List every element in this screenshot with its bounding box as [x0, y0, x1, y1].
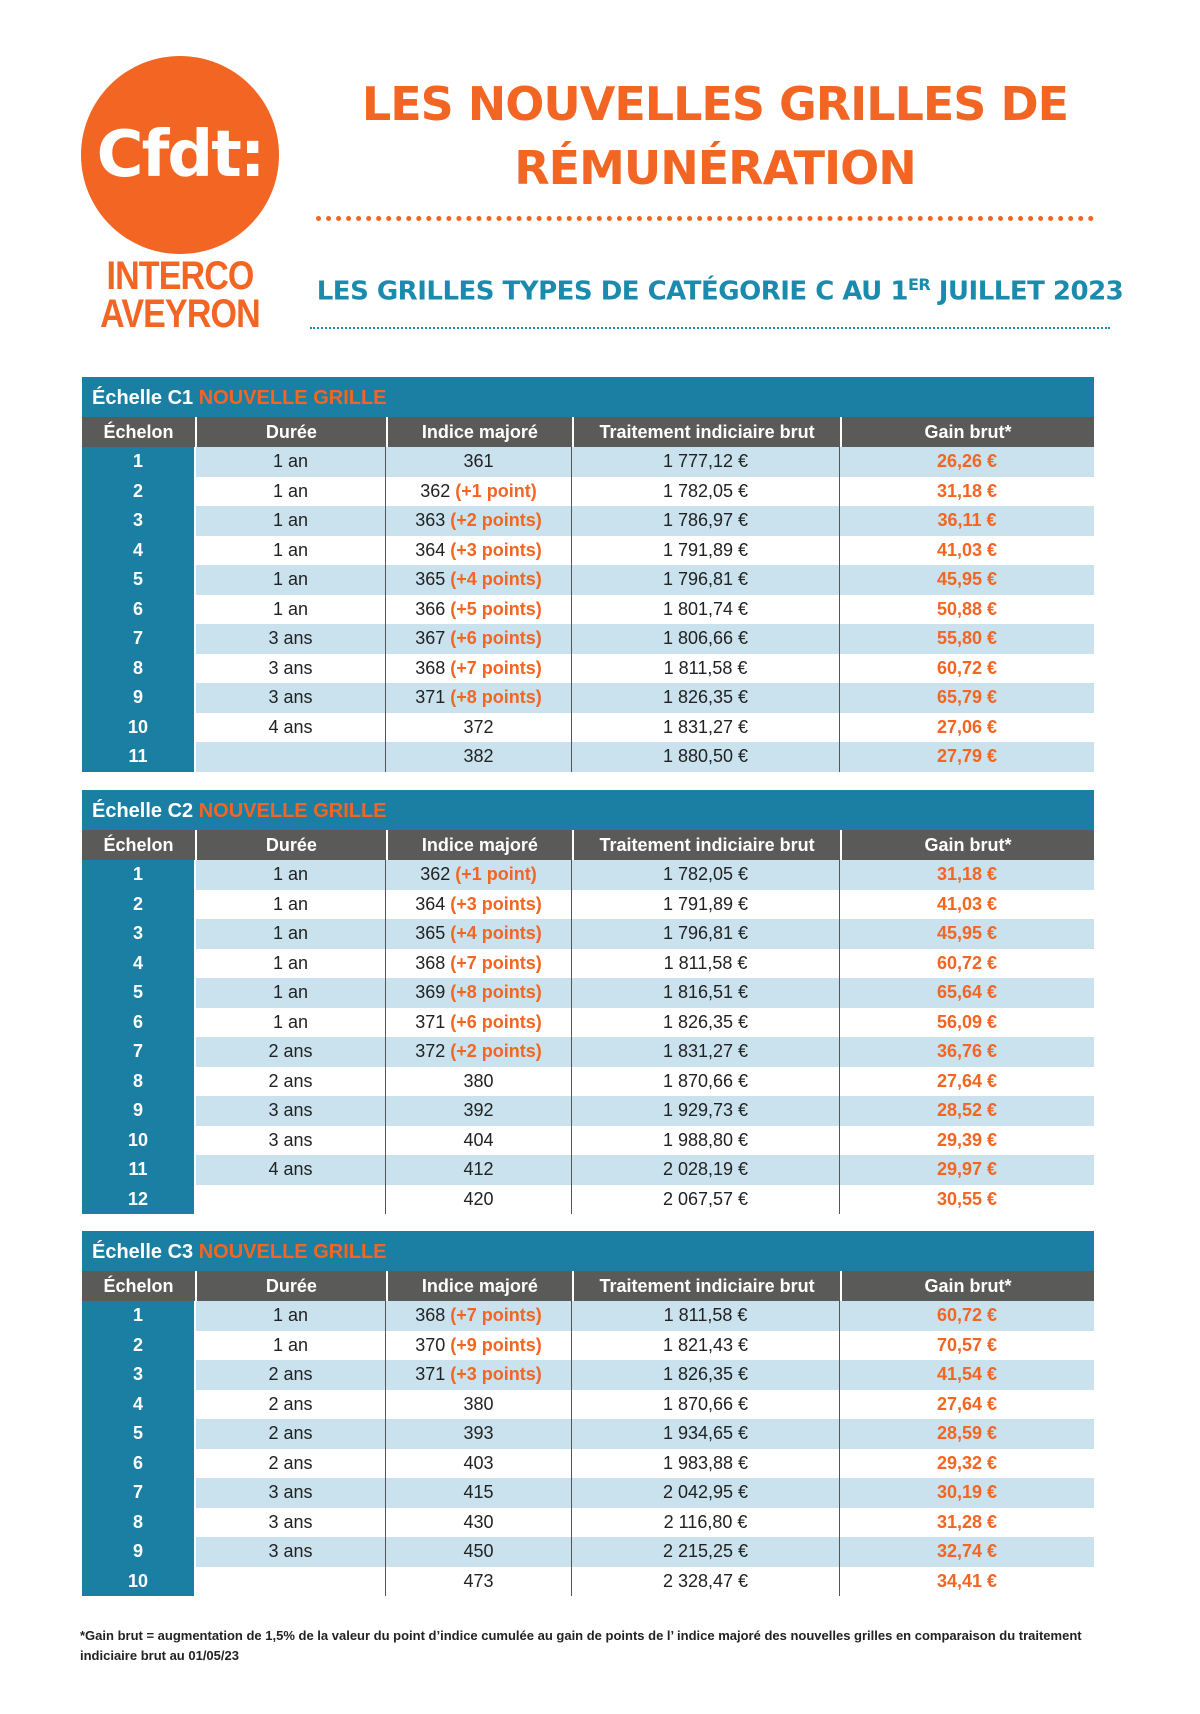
indice-value: 412 — [463, 1159, 494, 1180]
indice-value: 362 — [420, 480, 451, 501]
cell-traitement: 1 806,66 € — [572, 624, 840, 654]
cell-indice — [386, 1301, 572, 1331]
grid-name: Échelle C3 — [92, 1241, 194, 1263]
indice-value: 371 — [415, 1364, 446, 1385]
page-title-line-1: LES NOUVELLES GRILLES DE — [361, 77, 1069, 131]
cell-gain: 30,19 € — [936, 1482, 998, 1503]
cell-traitement: 1 870,66 € — [572, 1067, 840, 1097]
cell-indice — [386, 683, 572, 713]
indice-value: 371 — [415, 1011, 446, 1032]
cell-duree: 1 an — [196, 890, 386, 920]
table-row — [82, 1331, 1094, 1361]
cell-duree: 3 ans — [196, 1126, 386, 1156]
points-gain: (+7 points) — [450, 657, 542, 678]
points-gain: (+6 points) — [450, 628, 542, 649]
cell-indice — [386, 1096, 572, 1126]
table-row — [82, 1537, 1094, 1567]
cell-gain: 28,52 € — [936, 1100, 998, 1121]
cell-gain: 27,64 € — [936, 1393, 998, 1414]
grid-tag: NOUVELLE GRILLE — [198, 1241, 387, 1263]
cell-indice — [386, 949, 572, 979]
table-row — [82, 949, 1094, 979]
indice-value: 367 — [415, 628, 446, 649]
points-gain: (+1 point) — [455, 864, 537, 885]
indice-value: 371 — [415, 687, 446, 708]
cell-duree: 4 ans — [196, 713, 386, 743]
cell-gain: 70,57 € — [936, 1334, 998, 1355]
cell-traitement: 1 826,35 € — [572, 1360, 840, 1390]
header-echelon: Échelon — [82, 1271, 197, 1301]
cell-traitement: 1 831,27 € — [572, 1037, 840, 1067]
table-row — [82, 1419, 1094, 1449]
cell-indice — [386, 1390, 572, 1420]
cell-indice — [386, 1185, 572, 1215]
orange-dotted-divider — [316, 216, 1094, 221]
indice-value: 450 — [463, 1541, 494, 1562]
cell-echelon: 4 — [82, 949, 196, 979]
points-gain: (+6 points) — [450, 1011, 542, 1032]
table-row — [82, 565, 1094, 595]
header-duree: Durée — [197, 1271, 388, 1301]
table-row — [82, 1126, 1094, 1156]
table-row — [82, 624, 1094, 654]
table-row — [82, 595, 1094, 625]
cell-traitement: 1 816,51 € — [572, 978, 840, 1008]
table-row — [82, 506, 1094, 536]
cell-duree: 1 an — [196, 919, 386, 949]
blue-dotted-divider — [310, 327, 1110, 329]
cell-echelon: 5 — [82, 1419, 196, 1449]
cell-echelon: 11 — [82, 742, 196, 772]
indice-value: 361 — [463, 451, 494, 472]
table-row — [82, 978, 1094, 1008]
cell-echelon: 5 — [82, 978, 196, 1008]
cell-duree — [196, 1567, 386, 1597]
cell-duree: 1 an — [196, 595, 386, 625]
header-gain: Gain brut* — [924, 834, 1012, 855]
points-gain: (+7 points) — [450, 1305, 542, 1326]
points-gain: (+4 points) — [450, 569, 542, 590]
cell-traitement: 2 028,19 € — [572, 1155, 840, 1185]
header-duree: Durée — [197, 830, 388, 860]
indice-value: 372 — [463, 716, 494, 737]
logo-text: Cfdt: — [96, 118, 264, 192]
org-line-1: INTERCO — [106, 254, 254, 298]
indice-value: 369 — [415, 982, 446, 1003]
table-row — [82, 683, 1094, 713]
grid-title — [82, 1231, 1094, 1271]
cell-indice — [386, 1478, 572, 1508]
cell-indice — [386, 624, 572, 654]
cell-indice — [386, 1037, 572, 1067]
table-row — [82, 1390, 1094, 1420]
cell-gain: 65,64 € — [936, 982, 998, 1003]
table-row — [82, 1037, 1094, 1067]
cell-gain: 56,09 € — [936, 1011, 998, 1032]
cell-gain: 30,55 € — [936, 1188, 998, 1209]
cell-echelon: 6 — [82, 595, 196, 625]
cell-gain: 27,64 € — [936, 1070, 998, 1091]
cell-echelon: 1 — [82, 447, 196, 477]
cell-gain: 29,39 € — [936, 1129, 998, 1150]
table-row — [82, 890, 1094, 920]
points-gain: (+3 points) — [450, 893, 542, 914]
header-indice: Indice majoré — [388, 1271, 575, 1301]
cell-echelon: 9 — [82, 1537, 196, 1567]
cell-indice — [386, 742, 572, 772]
cell-duree: 1 an — [196, 949, 386, 979]
cell-indice — [386, 890, 572, 920]
grid-name: Échelle C2 — [92, 800, 194, 822]
cell-gain: 60,72 € — [936, 952, 998, 973]
indice-value: 365 — [415, 923, 446, 944]
cell-echelon: 2 — [82, 1331, 196, 1361]
cell-traitement: 1 782,05 € — [572, 477, 840, 507]
grid-title — [82, 377, 1094, 417]
cell-indice — [386, 1126, 572, 1156]
points-gain: (+7 points) — [450, 952, 542, 973]
cell-indice — [386, 978, 572, 1008]
cell-duree — [196, 1185, 386, 1215]
grid-c2 — [82, 790, 1094, 1214]
cell-indice — [386, 1567, 572, 1597]
cell-indice — [386, 477, 572, 507]
cell-traitement: 1 831,27 € — [572, 713, 840, 743]
cell-traitement: 2 116,80 € — [572, 1508, 840, 1538]
cell-traitement: 2 215,25 € — [572, 1537, 840, 1567]
cell-echelon: 7 — [82, 1037, 196, 1067]
cell-gain: 50,88 € — [936, 598, 998, 619]
cell-duree: 3 ans — [196, 654, 386, 684]
grid-c3 — [82, 1231, 1094, 1596]
indice-value: 364 — [415, 539, 446, 560]
cell-duree: 3 ans — [196, 1478, 386, 1508]
indice-value: 370 — [415, 1334, 446, 1355]
points-gain: (+3 points) — [450, 539, 542, 560]
indice-value: 372 — [415, 1041, 446, 1062]
cell-echelon: 2 — [82, 477, 196, 507]
header-traitement: Traitement indiciaire brut — [574, 1271, 842, 1301]
cell-traitement: 1 777,12 € — [572, 447, 840, 477]
org-line-2: AVEYRON — [100, 292, 260, 336]
indice-value: 368 — [415, 1305, 446, 1326]
indice-value: 380 — [463, 1070, 494, 1091]
cell-gain: 60,72 € — [936, 657, 998, 678]
cell-duree: 3 ans — [196, 624, 386, 654]
cell-gain: 31,18 € — [936, 864, 998, 885]
cell-echelon: 3 — [82, 506, 196, 536]
cell-duree: 3 ans — [196, 1508, 386, 1538]
points-gain: (+8 points) — [450, 982, 542, 1003]
points-gain: (+8 points) — [450, 687, 542, 708]
table-row — [82, 1096, 1094, 1126]
cell-echelon: 9 — [82, 1096, 196, 1126]
indice-value: 368 — [415, 952, 446, 973]
table-row — [82, 1185, 1094, 1215]
points-gain: (+2 points) — [450, 1041, 542, 1062]
cell-echelon: 1 — [82, 1301, 196, 1331]
table-row — [82, 477, 1094, 507]
indice-value: 420 — [463, 1188, 494, 1209]
cell-indice — [386, 713, 572, 743]
cell-duree: 1 an — [196, 1331, 386, 1361]
cell-traitement: 1 983,88 € — [572, 1449, 840, 1479]
cell-gain: 60,72 € — [936, 1305, 998, 1326]
cell-traitement: 1 880,50 € — [572, 742, 840, 772]
header-indice: Indice majoré — [388, 830, 575, 860]
cell-echelon: 6 — [82, 1008, 196, 1038]
cell-echelon: 1 — [82, 860, 196, 890]
grid-c1 — [82, 377, 1094, 772]
cell-duree: 2 ans — [196, 1360, 386, 1390]
cell-gain: 29,97 € — [936, 1159, 998, 1180]
cell-indice — [386, 654, 572, 684]
table-row — [82, 447, 1094, 477]
cell-echelon: 4 — [82, 536, 196, 566]
cell-gain: 45,95 € — [936, 569, 998, 590]
cell-echelon: 8 — [82, 1508, 196, 1538]
cell-traitement: 1 821,43 € — [572, 1331, 840, 1361]
cell-duree: 2 ans — [196, 1037, 386, 1067]
cell-echelon: 10 — [82, 1567, 196, 1597]
table-row — [82, 1067, 1094, 1097]
cell-gain: 31,18 € — [936, 480, 998, 501]
cell-indice — [386, 1360, 572, 1390]
table-row — [82, 860, 1094, 890]
indice-value: 368 — [415, 657, 446, 678]
cell-echelon: 5 — [82, 565, 196, 595]
table-row — [82, 1567, 1094, 1597]
cell-traitement: 2 067,57 € — [572, 1185, 840, 1215]
cell-traitement: 2 042,95 € — [572, 1478, 840, 1508]
header-traitement: Traitement indiciaire brut — [574, 417, 842, 447]
cell-duree: 3 ans — [196, 1096, 386, 1126]
cell-indice — [386, 565, 572, 595]
cell-indice — [386, 1508, 572, 1538]
cell-duree: 1 an — [196, 1008, 386, 1038]
cell-duree: 1 an — [196, 536, 386, 566]
points-gain: (+1 point) — [455, 480, 537, 501]
cell-indice — [386, 1449, 572, 1479]
subtitle-end: JUILLET 2023 — [930, 276, 1124, 307]
cell-traitement: 1 786,97 € — [572, 506, 840, 536]
indice-value: 363 — [415, 510, 446, 531]
table-row — [82, 1449, 1094, 1479]
table-row — [82, 1301, 1094, 1331]
cell-indice — [386, 506, 572, 536]
cell-indice — [386, 1155, 572, 1185]
cell-echelon: 8 — [82, 1067, 196, 1097]
cell-indice — [386, 447, 572, 477]
cell-duree — [196, 742, 386, 772]
grid-tag: NOUVELLE GRILLE — [198, 387, 387, 409]
grid-title — [82, 790, 1094, 830]
cell-traitement: 1 826,35 € — [572, 1008, 840, 1038]
table-header — [82, 417, 1094, 447]
cell-gain: 41,03 € — [936, 893, 998, 914]
cell-gain: 55,80 € — [936, 628, 998, 649]
cell-gain: 65,79 € — [936, 687, 998, 708]
cell-gain: 45,95 € — [936, 923, 998, 944]
cell-echelon: 12 — [82, 1185, 196, 1215]
table-row — [82, 654, 1094, 684]
cell-traitement: 1 796,81 € — [572, 919, 840, 949]
page-subtitle — [300, 275, 1140, 307]
cell-gain: 32,74 € — [936, 1541, 998, 1562]
cell-duree: 2 ans — [196, 1449, 386, 1479]
cell-duree: 1 an — [196, 506, 386, 536]
table-row — [82, 742, 1094, 772]
cell-echelon: 9 — [82, 683, 196, 713]
grid-tag: NOUVELLE GRILLE — [198, 800, 387, 822]
cell-echelon: 3 — [82, 919, 196, 949]
table-header — [82, 1271, 1094, 1301]
cell-indice — [386, 1008, 572, 1038]
indice-value: 362 — [420, 864, 451, 885]
page-title-line-2: RÉMUNÉRATION — [514, 141, 916, 195]
cell-traitement: 1 988,80 € — [572, 1126, 840, 1156]
cell-duree: 1 an — [196, 447, 386, 477]
subtitle-sup: ER — [907, 275, 931, 294]
cell-duree: 4 ans — [196, 1155, 386, 1185]
header-duree: Durée — [197, 417, 388, 447]
indice-value: 382 — [463, 746, 494, 767]
cell-traitement: 1 791,89 € — [572, 890, 840, 920]
indice-value: 366 — [415, 598, 446, 619]
cell-duree: 2 ans — [196, 1067, 386, 1097]
cell-duree: 1 an — [196, 860, 386, 890]
cell-traitement: 1 929,73 € — [572, 1096, 840, 1126]
cell-traitement: 1 811,58 € — [572, 1301, 840, 1331]
cell-echelon: 7 — [82, 624, 196, 654]
cell-traitement: 1 826,35 € — [572, 683, 840, 713]
subtitle-main: LES GRILLES TYPES DE CATÉGORIE C AU 1 — [316, 276, 908, 307]
table-row — [82, 1008, 1094, 1038]
table-header — [82, 830, 1094, 860]
cell-traitement: 1 801,74 € — [572, 595, 840, 625]
cell-indice — [386, 1331, 572, 1361]
table-row — [82, 1155, 1094, 1185]
cell-gain: 29,32 € — [936, 1452, 998, 1473]
indice-value: 365 — [415, 569, 446, 590]
cell-traitement: 1 811,58 € — [572, 949, 840, 979]
header-gain: Gain brut* — [924, 421, 1012, 442]
cell-traitement: 1 796,81 € — [572, 565, 840, 595]
cell-traitement: 1 791,89 € — [572, 536, 840, 566]
table-row — [82, 1478, 1094, 1508]
indice-value: 473 — [463, 1570, 494, 1591]
cell-duree: 3 ans — [196, 1537, 386, 1567]
cell-echelon: 7 — [82, 1478, 196, 1508]
cell-indice — [386, 860, 572, 890]
indice-value: 364 — [415, 893, 446, 914]
table-row — [82, 1508, 1094, 1538]
cell-echelon: 8 — [82, 654, 196, 684]
footnote: *Gain brut = augmentation de 1,5% de la valeur du point d’indice cumulée au gain de points de l’ indice majoré des nouvelles grilles en comparaison du traitement indiciaire brut au 01/05/23 — [80, 1628, 1082, 1663]
indice-value: 392 — [463, 1100, 494, 1121]
table-row — [82, 919, 1094, 949]
cell-gain: 41,54 € — [936, 1364, 998, 1385]
cell-gain: 36,11 € — [937, 510, 997, 531]
table-row — [82, 1360, 1094, 1390]
cell-indice — [386, 919, 572, 949]
cell-echelon: 4 — [82, 1390, 196, 1420]
cell-gain: 34,41 € — [936, 1570, 998, 1591]
points-gain: (+3 points) — [450, 1364, 542, 1385]
cell-duree: 1 an — [196, 1301, 386, 1331]
cell-echelon: 11 — [82, 1155, 196, 1185]
grid-name: Échelle C1 — [92, 387, 194, 409]
cell-echelon: 10 — [82, 1126, 196, 1156]
cell-duree: 1 an — [196, 477, 386, 507]
cell-gain: 27,06 € — [936, 716, 998, 737]
cell-indice — [386, 536, 572, 566]
cell-gain: 28,59 € — [936, 1423, 998, 1444]
points-gain: (+5 points) — [450, 598, 542, 619]
table-body — [82, 860, 1094, 1214]
table-row — [82, 536, 1094, 566]
cell-indice — [386, 1067, 572, 1097]
cell-duree: 2 ans — [196, 1390, 386, 1420]
cell-gain: 31,28 € — [936, 1511, 998, 1532]
cell-duree: 3 ans — [196, 683, 386, 713]
cell-gain: 26,26 € — [936, 451, 998, 472]
cell-duree: 1 an — [196, 565, 386, 595]
indice-value: 393 — [463, 1423, 494, 1444]
cell-traitement: 1 811,58 € — [572, 654, 840, 684]
indice-value: 403 — [463, 1452, 494, 1473]
cell-echelon: 10 — [82, 713, 196, 743]
header-echelon: Échelon — [82, 830, 197, 860]
header-traitement: Traitement indiciaire brut — [574, 830, 842, 860]
points-gain: (+2 points) — [450, 510, 542, 531]
indice-value: 415 — [463, 1482, 494, 1503]
cell-gain: 41,03 € — [936, 539, 998, 560]
points-gain: (+9 points) — [450, 1334, 542, 1355]
cell-duree: 2 ans — [196, 1419, 386, 1449]
table-row — [82, 713, 1094, 743]
cell-echelon: 3 — [82, 1360, 196, 1390]
cell-echelon: 6 — [82, 1449, 196, 1479]
indice-value: 430 — [463, 1511, 494, 1532]
cell-traitement: 1 782,05 € — [572, 860, 840, 890]
cell-traitement: 1 934,65 € — [572, 1419, 840, 1449]
points-gain: (+4 points) — [450, 923, 542, 944]
cell-indice — [386, 595, 572, 625]
header-indice: Indice majoré — [388, 417, 575, 447]
header-echelon: Échelon — [82, 417, 197, 447]
indice-value: 380 — [463, 1393, 494, 1414]
table-body — [82, 1301, 1094, 1596]
cell-traitement: 1 870,66 € — [572, 1390, 840, 1420]
cell-duree: 1 an — [196, 978, 386, 1008]
cell-traitement: 2 328,47 € — [572, 1567, 840, 1597]
cfdt-logo — [81, 56, 279, 254]
header-gain: Gain brut* — [924, 1275, 1012, 1296]
cell-indice — [386, 1419, 572, 1449]
cell-echelon: 2 — [82, 890, 196, 920]
cell-indice — [386, 1537, 572, 1567]
table-body — [82, 447, 1094, 772]
indice-value: 404 — [463, 1129, 494, 1150]
cell-gain: 27,79 € — [936, 746, 998, 767]
cell-gain: 36,76 € — [936, 1041, 998, 1062]
